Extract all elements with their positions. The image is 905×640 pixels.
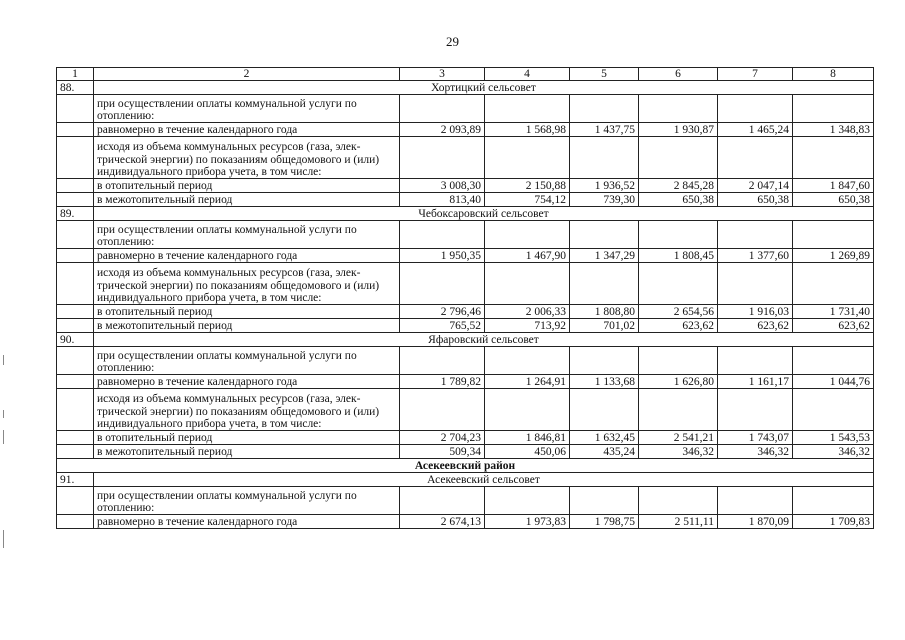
empty-cell <box>570 389 639 431</box>
value-cell: 623,62 <box>718 319 793 333</box>
empty-cell <box>639 95 718 123</box>
row-label: в отопительный период <box>94 305 400 319</box>
row-label: в межотопительный период <box>94 445 400 459</box>
value-cell: 1 626,80 <box>639 375 718 389</box>
empty-cell <box>570 263 639 305</box>
empty-cell <box>718 221 793 249</box>
row-number-cell <box>57 305 94 319</box>
empty-cell <box>400 389 485 431</box>
row-number-cell <box>57 319 94 333</box>
column-number-cell: 5 <box>570 68 639 81</box>
value-cell: 623,62 <box>639 319 718 333</box>
empty-cell <box>570 221 639 249</box>
empty-cell <box>400 487 485 515</box>
section-row <box>57 207 874 221</box>
empty-cell <box>718 137 793 179</box>
value-cell: 754,12 <box>485 193 570 207</box>
empty-cell <box>718 263 793 305</box>
value-cell: 650,38 <box>793 193 874 207</box>
section-number: 90. <box>57 333 94 347</box>
empty-cell <box>793 263 874 305</box>
value-cell: 346,32 <box>793 445 874 459</box>
page-number: 29 <box>446 34 459 49</box>
section-row <box>57 81 874 95</box>
section-number: 91. <box>57 473 94 487</box>
district-title: Асекеевский район <box>57 459 874 473</box>
value-cell: 2 674,13 <box>400 515 485 529</box>
row-number-cell <box>57 347 94 375</box>
row-number-cell <box>57 221 94 249</box>
value-cell: 2 654,56 <box>639 305 718 319</box>
empty-cell <box>793 137 874 179</box>
empty-cell <box>400 95 485 123</box>
row-number-cell <box>57 95 94 123</box>
empty-cell <box>400 137 485 179</box>
empty-cell <box>639 221 718 249</box>
empty-cell <box>570 137 639 179</box>
row-label: в отопительный период <box>94 179 400 193</box>
section-title: Яфаровский сельсовет <box>94 333 874 347</box>
value-cell: 346,32 <box>639 445 718 459</box>
value-cell: 1 808,45 <box>639 249 718 263</box>
value-cell: 1 568,98 <box>485 123 570 137</box>
value-row <box>57 123 874 137</box>
value-row <box>57 319 874 333</box>
value-cell: 1 543,53 <box>793 431 874 445</box>
row-label: при осуществлении оплаты коммунальной услуги по отоплению: <box>94 487 400 515</box>
value-cell: 509,34 <box>400 445 485 459</box>
value-cell: 2 150,88 <box>485 179 570 193</box>
text-row <box>57 389 874 431</box>
value-cell: 1 269,89 <box>793 249 874 263</box>
row-number-cell <box>57 515 94 529</box>
value-cell: 2 006,33 <box>485 305 570 319</box>
row-label: равномерно в течение календарного года <box>94 515 400 529</box>
empty-cell <box>485 263 570 305</box>
row-label: исходя из объема коммунальных ресурсов (газа, элек-трической энергии) по показаниям общедомового и (или) индивидуального прибора учета, в том числе: <box>94 137 400 179</box>
empty-cell <box>400 221 485 249</box>
value-cell: 1 743,07 <box>718 431 793 445</box>
empty-cell <box>485 487 570 515</box>
value-cell: 1 632,45 <box>570 431 639 445</box>
row-number-cell <box>57 487 94 515</box>
value-row <box>57 515 874 529</box>
value-cell: 1 465,24 <box>718 123 793 137</box>
column-number-cell: 6 <box>639 68 718 81</box>
value-cell: 1 437,75 <box>570 123 639 137</box>
column-number-cell: 3 <box>400 68 485 81</box>
row-number-cell <box>57 123 94 137</box>
empty-cell <box>639 263 718 305</box>
row-label: равномерно в течение календарного года <box>94 123 400 137</box>
empty-cell <box>400 347 485 375</box>
row-number-cell <box>57 137 94 179</box>
value-cell: 2 093,89 <box>400 123 485 137</box>
row-number-cell <box>57 431 94 445</box>
value-cell: 3 008,30 <box>400 179 485 193</box>
value-cell: 701,02 <box>570 319 639 333</box>
empty-cell <box>718 347 793 375</box>
text-row <box>57 487 874 515</box>
value-cell: 346,32 <box>718 445 793 459</box>
value-cell: 1 709,83 <box>793 515 874 529</box>
scan-mark <box>3 410 4 418</box>
text-row <box>57 347 874 375</box>
empty-cell <box>718 389 793 431</box>
empty-cell <box>639 347 718 375</box>
value-cell: 435,24 <box>570 445 639 459</box>
empty-cell <box>793 347 874 375</box>
empty-cell <box>639 137 718 179</box>
empty-cell <box>718 487 793 515</box>
district-row <box>57 459 874 473</box>
value-row <box>57 375 874 389</box>
row-label: равномерно в течение календарного года <box>94 249 400 263</box>
row-label: исходя из объема коммунальных ресурсов (газа, элек-трической энергии) по показаниям общедомового и (или) индивидуального прибора учета, в том числе: <box>94 389 400 431</box>
text-row <box>57 137 874 179</box>
row-number-cell <box>57 179 94 193</box>
scan-mark <box>3 430 4 444</box>
text-row <box>57 221 874 249</box>
empty-cell <box>485 221 570 249</box>
section-row <box>57 333 874 347</box>
column-number-row <box>57 68 874 81</box>
row-number-cell <box>57 389 94 431</box>
empty-cell <box>793 95 874 123</box>
empty-cell <box>639 487 718 515</box>
value-cell: 739,30 <box>570 193 639 207</box>
empty-cell <box>639 389 718 431</box>
scan-mark <box>3 530 4 548</box>
column-number-cell: 4 <box>485 68 570 81</box>
tariff-table <box>56 67 874 529</box>
value-cell: 765,52 <box>400 319 485 333</box>
row-label: при осуществлении оплаты коммунальной услуги по отоплению: <box>94 95 400 123</box>
column-number-cell: 2 <box>94 68 400 81</box>
section-number: 88. <box>57 81 94 95</box>
value-cell: 1 731,40 <box>793 305 874 319</box>
row-label: при осуществлении оплаты коммунальной услуги по отоплению: <box>94 347 400 375</box>
row-number-cell <box>57 263 94 305</box>
value-cell: 2 541,21 <box>639 431 718 445</box>
empty-cell <box>570 487 639 515</box>
value-row <box>57 445 874 459</box>
value-cell: 1 133,68 <box>570 375 639 389</box>
empty-cell <box>793 389 874 431</box>
text-row <box>57 95 874 123</box>
value-cell: 1 916,03 <box>718 305 793 319</box>
value-cell: 1 798,75 <box>570 515 639 529</box>
empty-cell <box>718 95 793 123</box>
value-cell: 1 264,91 <box>485 375 570 389</box>
value-cell: 650,38 <box>718 193 793 207</box>
value-cell: 2 047,14 <box>718 179 793 193</box>
scan-mark <box>3 355 4 365</box>
value-cell: 1 161,17 <box>718 375 793 389</box>
value-row <box>57 249 874 263</box>
row-label: при осуществлении оплаты коммунальной услуги по отоплению: <box>94 221 400 249</box>
value-cell: 1 870,09 <box>718 515 793 529</box>
section-title: Хортицкий сельсовет <box>94 81 874 95</box>
column-number-cell: 7 <box>718 68 793 81</box>
value-cell: 713,92 <box>485 319 570 333</box>
value-cell: 1 847,60 <box>793 179 874 193</box>
section-number: 89. <box>57 207 94 221</box>
value-cell: 2 511,11 <box>639 515 718 529</box>
row-number-cell <box>57 375 94 389</box>
value-cell: 2 796,46 <box>400 305 485 319</box>
row-number-cell <box>57 445 94 459</box>
value-cell: 1 846,81 <box>485 431 570 445</box>
value-cell: 1 808,80 <box>570 305 639 319</box>
value-cell: 2 845,28 <box>639 179 718 193</box>
value-cell: 1 467,90 <box>485 249 570 263</box>
value-row <box>57 193 874 207</box>
empty-cell <box>485 95 570 123</box>
value-row <box>57 431 874 445</box>
value-cell: 1 347,29 <box>570 249 639 263</box>
empty-cell <box>570 95 639 123</box>
value-cell: 1 348,83 <box>793 123 874 137</box>
empty-cell <box>793 487 874 515</box>
empty-cell <box>400 263 485 305</box>
value-row <box>57 179 874 193</box>
row-label: равномерно в течение календарного года <box>94 375 400 389</box>
empty-cell <box>570 347 639 375</box>
row-label: исходя из объема коммунальных ресурсов (газа, элек-трической энергии) по показаниям общедомового и (или) индивидуального прибора учета, в том числе: <box>94 263 400 305</box>
value-cell: 2 704,23 <box>400 431 485 445</box>
value-cell: 1 789,82 <box>400 375 485 389</box>
value-cell: 1 930,87 <box>639 123 718 137</box>
value-cell: 623,62 <box>793 319 874 333</box>
column-number-cell: 8 <box>793 68 874 81</box>
section-title: Асекеевский сельсовет <box>94 473 874 487</box>
value-cell: 1 973,83 <box>485 515 570 529</box>
empty-cell <box>485 389 570 431</box>
row-label: в межотопительный период <box>94 193 400 207</box>
row-label: в межотопительный период <box>94 319 400 333</box>
value-cell: 1 936,52 <box>570 179 639 193</box>
value-cell: 1 377,60 <box>718 249 793 263</box>
section-row <box>57 473 874 487</box>
empty-cell <box>485 347 570 375</box>
column-number-cell: 1 <box>57 68 94 81</box>
value-cell: 450,06 <box>485 445 570 459</box>
row-number-cell <box>57 193 94 207</box>
empty-cell <box>485 137 570 179</box>
row-number-cell <box>57 249 94 263</box>
value-row <box>57 305 874 319</box>
value-cell: 1 044,76 <box>793 375 874 389</box>
section-title: Чебоксаровский сельсовет <box>94 207 874 221</box>
value-cell: 650,38 <box>639 193 718 207</box>
value-cell: 1 950,35 <box>400 249 485 263</box>
empty-cell <box>793 221 874 249</box>
value-cell: 813,40 <box>400 193 485 207</box>
row-label: в отопительный период <box>94 431 400 445</box>
text-row <box>57 263 874 305</box>
